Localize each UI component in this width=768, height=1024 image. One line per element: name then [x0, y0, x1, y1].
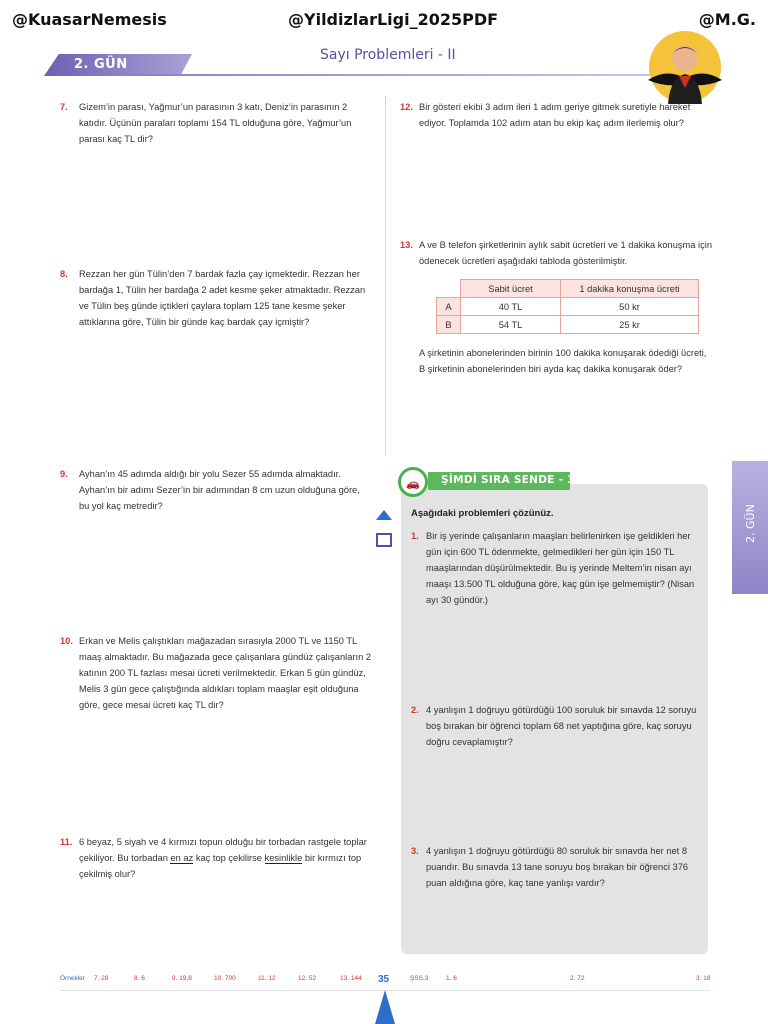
practice-text: 4 yanlışın 1 doğruyu götürdüğü 100 soruluk bir sınavda 12 soruyu boş bırakan bir öğrenci toplam 68 net yaptığına göre, kaç soruyu doğru cevaplamıştır?	[426, 705, 697, 747]
footer-divider	[60, 990, 708, 991]
question-number: 7.	[60, 102, 68, 112]
question-9	[60, 466, 372, 514]
question-7	[60, 99, 372, 147]
day-label: 2. GÜN	[74, 57, 128, 72]
page-number: 35	[378, 974, 390, 985]
table-cell: 25 kr	[561, 316, 699, 334]
footer-answer: 10. 700	[214, 975, 236, 982]
fee-table	[436, 279, 699, 334]
practice-number: 1.	[411, 531, 419, 541]
question-text: Gizem’in parası, Yağmur’un parasının 3 katı, Deniz’in parasının 2 katıdır. Üçünün paraları toplamı 154 TL olduğuna göre, Yağmur’un parası kaç TL dir?	[79, 102, 352, 144]
brand-logo-icon	[376, 533, 392, 547]
question-text: Bir gösteri ekibi 3 adım ileri 1 adım geriye gitmek suretiyle hareket ediyor. Toplamda 102 adım atan bu ekip kaç adım ilerlemiş olur?	[419, 102, 691, 128]
question-number: 10.	[60, 636, 73, 646]
footer-label-2: ŞSS.3	[410, 975, 429, 982]
underlined-phrase: kesinlikle	[264, 853, 303, 863]
question-text: A ve B telefon şirketlerinin aylık sabit ücretleri ve 1 dakika konuşma için ödenecek ücretleri aşağıdaki tabloda gösterilmiştir.	[419, 240, 712, 266]
footer-answer: 1. 6	[446, 975, 457, 982]
table-row-label: A	[437, 298, 461, 316]
question-13-followup: A şirketinin abonelerinden birinin 100 dakika konuşarak ödediği ücreti, B şirketinin abonelerinden biri ayda kaç dakika konuşarak öder?	[419, 348, 707, 374]
question-number: 13.	[400, 240, 413, 250]
side-day-tab	[732, 461, 768, 594]
practice-text: 4 yanlışın 1 doğruyu götürdüğü 80 soruluk bir sınavda her net 8 puandır. Bu sınavda 13 tane soruyu boş bırakan bir öğrenci 376 puan aldığına göre, kaç tane yanlışı vardır?	[426, 846, 689, 888]
page-marker-icon	[375, 990, 395, 1024]
table-corner	[437, 280, 461, 298]
mascot-portrait-icon	[646, 28, 724, 106]
question-number: 8.	[60, 269, 68, 279]
footer-answer: 3. 18	[696, 975, 711, 982]
channel-tag-right: @M.G.	[698, 10, 756, 29]
table-header: 1 dakika konuşma ücreti	[561, 280, 699, 298]
question-text	[60, 834, 372, 882]
table-row	[437, 316, 699, 334]
question-text: Ayhan’ın 45 adımda aldığı bir yolu Sezer 55 adımda almaktadır. Ayhan’ın bir adımı Sezer’in bir adımından 8 cm uzun olduğuna göre, bu yol kaç metredir?	[79, 469, 360, 511]
question-text: Rezzan her gün Tülin’den 7 bardak fazla çay içmektedir. Rezzan her bardağa 1, Tülin her bardağa 2 adet kesme şeker atmaktadır. Rezzan ve Tülin beş günde içtikleri çaylara toplam 125 tane kesme şeker attıklarına göre, Tülin bir günde kaç bardak çay içmiştir?	[79, 269, 366, 327]
footer-answer: 2. 72	[570, 975, 585, 982]
question-8	[60, 266, 372, 330]
question-10	[60, 633, 372, 713]
table-row-label: B	[437, 316, 461, 334]
table-cell: 40 TL	[461, 298, 561, 316]
practice-intro: Aşağıdaki problemleri çözünüz.	[411, 508, 554, 519]
side-day-label: 2. GÜN	[744, 504, 757, 543]
question-text: Erkan ve Melis çalıştıkları mağazadan sırasıyla 2000 TL ve 1150 TL maaş almaktadır. Bu mağazada gece çalışanlara gündüz çalışanların 2 katının 200 TL fazlası mesai ücreti verilmektedir. Erkan 5 gün gündüz, Melis 3 gün gece çalıştığında aldıkları toplam maaşlar eşit olduğuna göre, gece mesai ücreti kaç TL dir?	[79, 636, 371, 710]
practice-badge-text: ŞİMDİ SIRA SENDE - 3	[441, 474, 575, 486]
channel-tag-left: @KuasarNemesis	[12, 10, 167, 29]
question-number: 12.	[400, 102, 413, 112]
table-cell: 54 TL	[461, 316, 561, 334]
footer-answer: 11. 12	[258, 975, 276, 982]
channel-tag-center: @YildizlarLigi_2025PDF	[288, 10, 499, 29]
question-text-part: bir kırmızı top çekilmiş olur?	[79, 853, 362, 879]
underlined-phrase: en az	[170, 853, 194, 863]
car-icon: 🚗	[406, 478, 420, 490]
question-12	[400, 99, 712, 131]
question-number: 9.	[60, 469, 68, 479]
brand-arrow-icon	[376, 510, 392, 520]
header-divider	[130, 74, 660, 76]
table-header: Sabit ücret	[461, 280, 561, 298]
table-header-row	[437, 280, 699, 298]
practice-item-2	[411, 702, 701, 750]
question-13	[400, 237, 712, 269]
question-text-part: 6 beyaz, 5 siyah ve 4 kırmızı topun olduğu bir torbadan rastgele toplar çekiliyor. Bu torbadan	[79, 837, 367, 863]
column-divider	[385, 96, 386, 456]
footer-label: Örnekler	[60, 975, 85, 982]
section-title: Sayı Problemleri - II	[320, 47, 456, 63]
practice-item-1	[411, 528, 701, 608]
practice-item-3	[411, 843, 701, 891]
table-cell: 50 kr	[561, 298, 699, 316]
footer-answer: 13. 144	[340, 975, 362, 982]
footer-answer: 8. 6	[134, 975, 145, 982]
footer-answer: 9. 19,8	[172, 975, 192, 982]
practice-text: Bir iş yerinde çalışanların maaşları belirlenirken işe geldikleri her gün için 600 TL ödenmekte, gelmedikleri her gün için 150 TL maaşlarından düşürülmektedir. Bu iş yerinde Meltem’in nisan ayı maaşı 13.500 TL olduğuna göre, kaç gün işe gelmemiştir? (Nisan ayı 30 gündür.)	[426, 531, 695, 605]
practice-number: 3.	[411, 846, 419, 856]
question-11	[60, 834, 372, 882]
question-number: 11.	[60, 837, 73, 847]
question-text-part: kaç top çekilirse	[193, 853, 265, 863]
table-row	[437, 298, 699, 316]
footer-answer: 7. 28	[94, 975, 109, 982]
practice-number: 2.	[411, 705, 419, 715]
practice-badge-icon	[398, 467, 428, 497]
footer-answer: 12. 52	[298, 975, 317, 982]
